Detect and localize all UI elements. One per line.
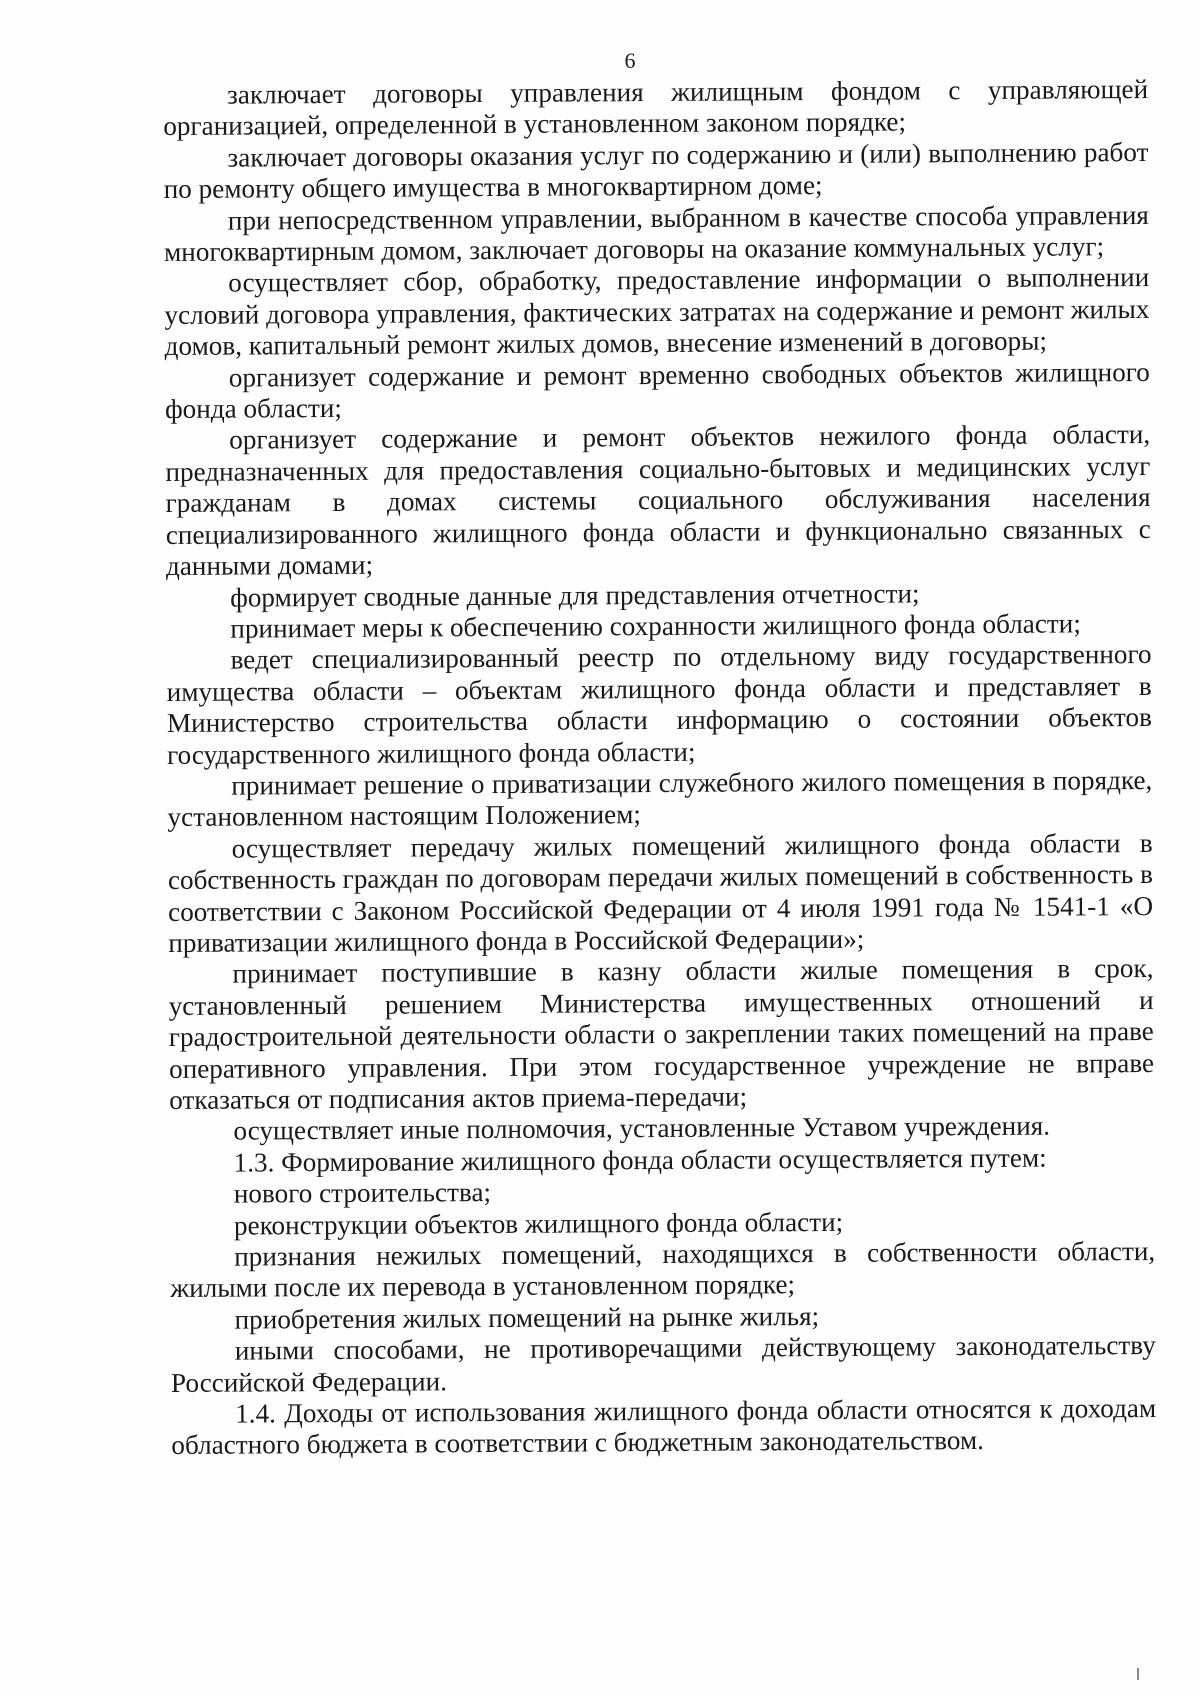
page-number: 6 [624,48,636,73]
paragraph: принимает меры к обеспечению сохранности жилищного фонда области; [230,608,1081,644]
paragraph: осуществляет иные полномочия, установленные Уставом учреждения. [233,1111,1051,1146]
section-heading-1-3: 1.3. Формирование жилищного фонда области осуществляется путем: [233,1142,1047,1178]
paragraph: заключает договоры оказания услуг по содержанию и (или) выполнению работ по ремонту общего имущества в многоквартирном доме; [163,136,1149,205]
paragraph: заключает договоры управления жилищным фондом с управляющей организацией, определенной в установленном законом порядке; [163,73,1149,142]
paragraph: формирует сводные данные для представления отчетности; [230,577,920,613]
paragraph: нового строительства; [233,1177,492,1209]
paragraph: при непосредственном управлении, выбранном в качестве способа управления многоквартирным домом, заключает договоры на оказание коммунальных услуг; [163,199,1149,268]
paragraph: принимает поступившие в казну области жилые помещения в срок, установленный решением Министерства имущественных отношений и градостроительной деятельности области о закреплении таких помещений на праве оперативного управления. При этом государственное учреждение не вправе отказаться от подписания актов приема-передачи; [168,953,1155,1115]
paragraph: реконструкции объектов жилищного фонда области; [233,1206,844,1241]
paragraph: приобретения жилых помещений на рынке жилья; [234,1300,820,1335]
paragraph: организует содержание и ремонт временно свободных объектов жилищного фонда области; [164,356,1150,425]
paragraph: осуществляет сбор, обработку, предоставление информации о выполнении условий договора управления, фактических затратах на содержание и ремонт жилых домов, капитальный ремонт жилых домов, внесение изменений в договоры; [164,262,1150,362]
paragraph: осуществляет передачу жилых помещений жилищного фонда области в собственность граждан по договорам передачи жилых помещений в собственность в соответствии с Законом Российской Федерации от 4 июля 1991 года № 1541-1 «О приватизации жилищного фонда в Российской Федерации»; [167,827,1154,958]
paragraph: ведет специализированный реестр по отдельному виду государственного имущества области – объектам жилищного фонда области и представляет в Министерство строительства области информацию о состоянии объектов государственного жилищного фонда области; [166,639,1153,770]
document-body [163,74,1156,1462]
paragraph: организует содержание и ремонт объектов нежилого фонда области, предназначенных для предоставления социально-бытовых и медицинских услуг гражданам в домах системы социального обслуживания населения специализированного жилищного фонда области и функционально связанных с данными домами; [165,419,1151,582]
paragraph: иными способами, не противоречащими действующему законодательству Российской Федерации. [170,1330,1156,1398]
paragraph: признания нежилых помещений, находящихся в собственности области, жилыми после их перевода в установленном порядке; [170,1235,1156,1304]
scan-mark [1137,1668,1139,1680]
section-1-4: 1.4. Доходы от использования жилищного фонда области относятся к доходам областного бюджета в соответствии с бюджетным законодательством. [171,1393,1157,1461]
paragraph: принимает решение о приватизации служебного жилого помещения в порядке, установленном настоящим Положением; [167,764,1153,833]
